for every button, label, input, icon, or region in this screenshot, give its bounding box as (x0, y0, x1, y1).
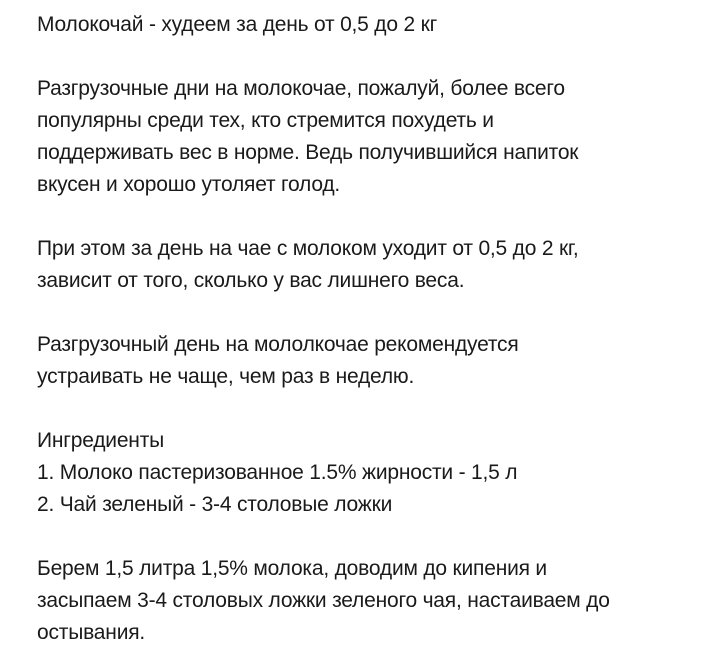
ingredients-section (37, 425, 707, 521)
paragraph-line: популярны среди тех, кто стремится похудеть и (37, 109, 494, 132)
document-title: Молокочай - худеем за день от 0,5 до 2 кг (37, 13, 438, 36)
instruction-line: Берем 1,5 литра 1,5% молока, доводим до кипения и (37, 557, 547, 580)
ingredient-item: 1. Молоко пастеризованное 1.5% жирности - 1,5 л (37, 461, 518, 484)
paragraph-line: поддерживать вес в норме. Ведь получившийся напиток (37, 141, 579, 164)
instruction-line: засыпаем 3-4 столовых ложки зеленого чая, настаиваем до (37, 589, 610, 612)
spacer (37, 393, 707, 425)
paragraph-line: Разгрузочные дни на молокочае, пожалуй, более всего (37, 77, 565, 100)
document-body (37, 9, 707, 649)
paragraph-line: вкусен и хорошо утоляет голод. (37, 173, 341, 196)
spacer (37, 521, 707, 553)
instruction-line: остывания. (37, 621, 146, 644)
paragraph-intro (37, 73, 707, 201)
paragraph-frequency (37, 329, 707, 393)
spacer (37, 41, 707, 73)
ingredients-heading: Ингредиенты (37, 429, 165, 452)
paragraph-line: Разгрузочный день на мололкочае рекомендуется (37, 333, 519, 356)
spacer (37, 297, 707, 329)
paragraph-line: При этом за день на чае с молоком уходит от 0,5 до 2 кг, (37, 237, 579, 260)
instructions-section (37, 553, 707, 649)
paragraph-line: зависит от того, сколько у вас лишнего веса. (37, 269, 465, 292)
paragraph-line: устраивать не чаще, чем раз в неделю. (37, 365, 415, 388)
spacer (37, 201, 707, 233)
paragraph-result (37, 233, 707, 297)
ingredient-item: 2. Чай зеленый - 3-4 столовые ложки (37, 493, 393, 516)
